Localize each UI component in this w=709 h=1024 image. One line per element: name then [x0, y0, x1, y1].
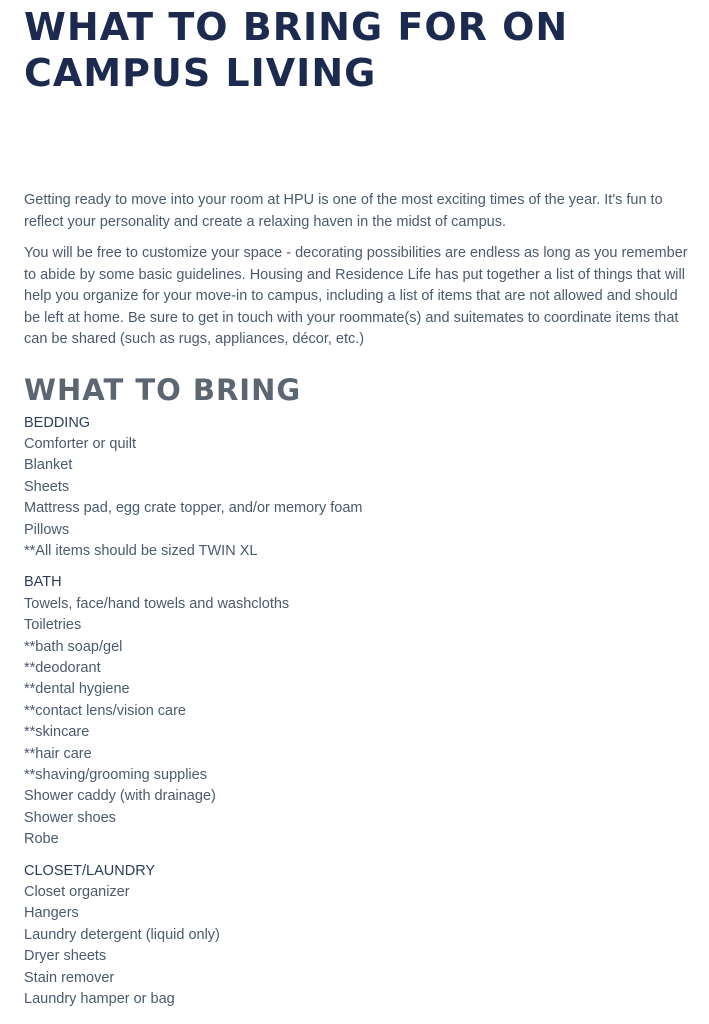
list-item: Sheets [24, 478, 70, 495]
list-item: Laundry hamper or bag [24, 991, 175, 1008]
section-heading-what-to-bring: WHAT TO BRING [24, 372, 302, 407]
list-item: Toiletries [24, 617, 82, 634]
list-item: Shower shoes [24, 809, 116, 826]
list-item: **shaving/grooming supplies [24, 767, 207, 783]
group-label: BATH [24, 574, 62, 591]
group-label: CLOSET/LAUNDRY [24, 862, 156, 879]
list-item: Blanket [24, 457, 73, 474]
item-list [24, 594, 695, 851]
list-item: Pillows [24, 521, 70, 538]
checklist-group-closet-laundry [24, 861, 695, 1011]
list-item: Laundry detergent (liquid only) [24, 926, 220, 943]
intro-paragraph: You will be free to customize your space - decorating possibilities are endless as long as you remember to abide by some basic guidelines. Housing and Residence Life has put together a list of things that will help you organize for your move-in to campus, including a list of items that are not allowed and should be left at home. Be sure to get in touch with your roommate(s) and suitemates to coordinate items that can be shared (such as rugs, appliances, décor, etc.) [24, 245, 688, 347]
list-item: Dryer sheets [24, 948, 107, 965]
intro-section [24, 190, 695, 351]
checklist-group-bedding [24, 413, 695, 563]
list-item: Robe [24, 831, 59, 848]
list-item: **deodorant [24, 659, 101, 676]
group-label: BEDDING [24, 414, 91, 431]
list-item: **All items should be sized TWIN XL [24, 542, 258, 559]
list-item: Closet organizer [24, 884, 130, 901]
list-item: Towels, face/hand towels and washcloths [24, 595, 290, 612]
list-item: Mattress pad, egg crate topper, and/or memory foam [24, 500, 363, 517]
checklist-groups [24, 413, 695, 1011]
list-item: **bath soap/gel [24, 638, 123, 655]
list-item: Hangers [24, 905, 79, 922]
list-item: Comforter or quilt [24, 435, 137, 452]
page-title: WHAT TO BRING FOR ON CAMPUS LIVING [24, 5, 569, 95]
list-item: **contact lens/vision care [24, 702, 186, 719]
list-item: **dental hygiene [24, 681, 130, 698]
list-item: **skincare [24, 724, 90, 741]
item-list [24, 434, 695, 562]
item-list [24, 882, 695, 1010]
list-item: Shower caddy (with drainage) [24, 788, 216, 805]
list-item: Stain remover [24, 969, 115, 986]
checklist-group-bath [24, 572, 695, 850]
intro-paragraph: Getting ready to move into your room at HPU is one of the most exciting times of the year. It's fun to reflect your personality and create a relaxing haven in the midst of campus. [24, 192, 663, 230]
list-item: **hair care [24, 745, 92, 762]
